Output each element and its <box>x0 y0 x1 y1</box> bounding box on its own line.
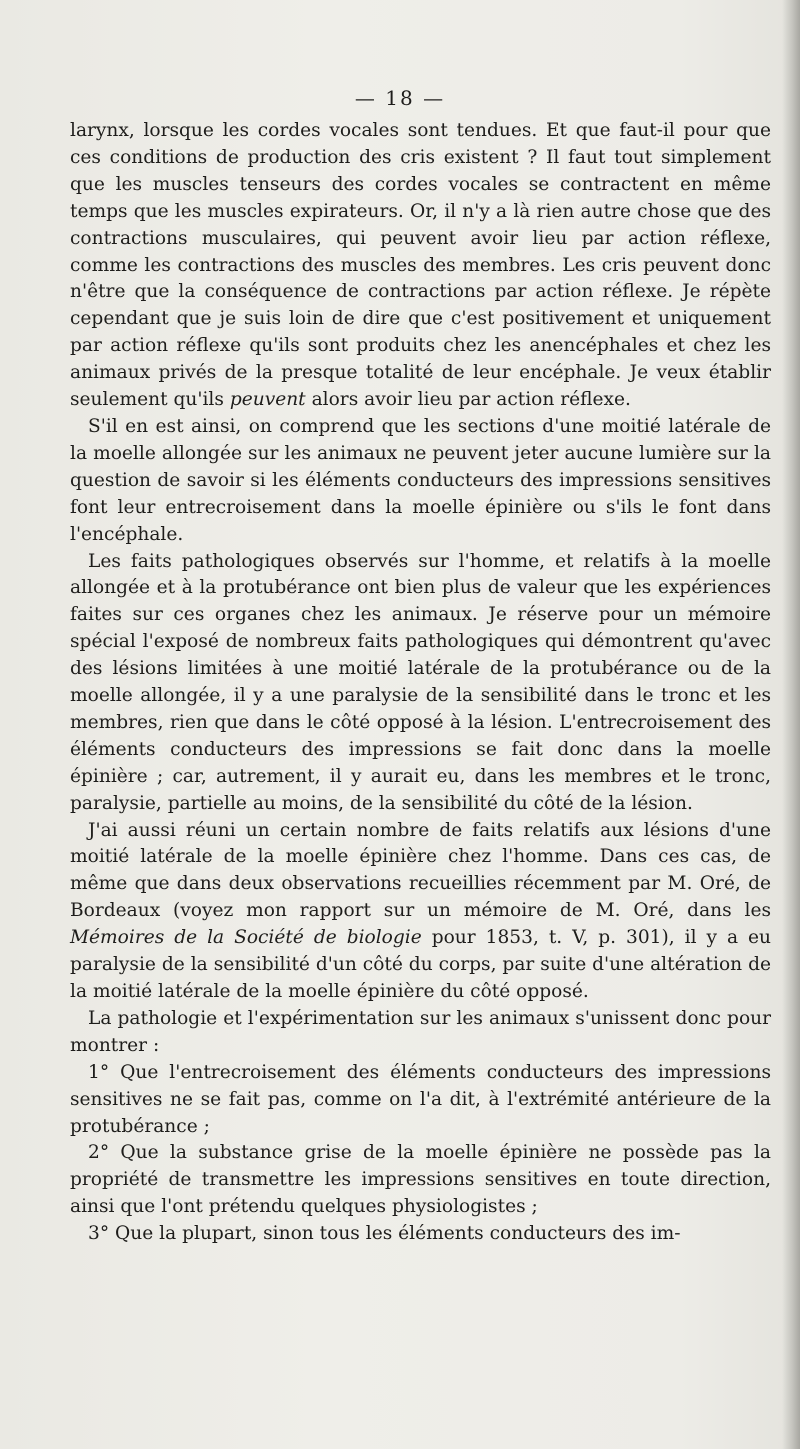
paragraph-3: Les faits pathologiques observés sur l'homme, et relatifs à la moelle allongée et à la protubérance ont bien plus de valeur que les expériences faites sur ces organes chez les animaux. Je réserve pour un mémoire spécial l'exposé de nombreux faits pathologiques qui démontrent qu'avec des lésions limitées à une moitié latérale de la protubérance ou de la moelle allongée, il y a une paralysie de la sensibilité dans le tronc et les membres, rien que dans le côté opposé à la lésion. L'entrecroisement des éléments conducteurs des impressions se fait donc dans la moelle épinière ; car, autrement, il y aurait eu, dans les membres et le tronc, paralysie, partielle au moins, de la sensibilité du côté de la lésion. <box>70 550 771 814</box>
page-edge-shadow <box>782 0 800 1449</box>
paragraph-2: S'il en est ainsi, on comprend que les sections d'une moitié latérale de la moelle allongée sur les animaux ne peuvent jeter aucune lumière sur la question de savoir si les éléments conducteurs des impressions sensitives font leur entrecroisement dans la moelle épinière ou s'ils le font dans l'encéphale. <box>70 415 771 545</box>
paragraph-1-text: larynx, lorsque les cordes vocales sont tendues. Et que faut-il pour que ces conditions de production des cris existent ? Il faut tout simplement que les muscles tenseurs des cordes vocales se contractent en même temps que les muscles expirateurs. Or, il n'y a là rien autre chose que des contractions musculaires, qui peuvent avoir lieu par action réflexe, comme les contractions des muscles des membres. Les cris peuvent donc n'être que la conséquence de contractions par action réflexe. Je répète cependant que je suis loin de dire que c'est positivement et uniquement par action réflexe qu'ils sont produits chez les anencéphales et chez les animaux privés de la presque totalité de leur encéphale. Je veux établir seulement qu'ils <box>70 120 771 411</box>
paragraph-4-text: J'ai aussi réuni un certain nombre de faits relatifs aux lésions d'une moitié latérale de la moelle épinière chez l'homme. Dans ces cas, de même que dans deux observations recueillies récemment par M. Oré, de Bordeaux (voyez mon rapport sur un mémoire de M. Oré, dans les <box>70 819 771 922</box>
list-item-3: 3° Que la plupart, sinon tous les éléments conducteurs des im- <box>88 1223 681 1245</box>
paragraph-4-end: pour 1853, t. V, p. 301), il y a eu paralysie de la sensibilité d'un côté du corps, par suite d'une altération de la moitié latérale de la moelle épinière du côté opposé. <box>70 927 771 1002</box>
list-item-2: 2° Que la substance grise de la moelle épinière ne possède pas la propriété de transmettre les impressions sensitives en toute direction, ainsi que l'ont prétendu quelques physiologistes ; <box>70 1142 771 1218</box>
page-number: — 18 — <box>354 86 446 110</box>
paragraph-1 <box>70 118 771 414</box>
paragraph-5: La pathologie et l'expérimentation sur les animaux s'unissent donc pour montrer : <box>70 1007 771 1056</box>
paragraph-4-emphasis: Mémoires de la Société de biologie <box>70 927 422 949</box>
body-text <box>70 118 771 1248</box>
paragraph-1-emphasis: peuvent <box>229 389 306 411</box>
list-item-1: 1° Que l'entrecroisement des éléments conducteurs des impressions sensitives ne se fait pas, comme on l'a dit, à l'extrémité antérieure de la protubérance ; <box>70 1061 771 1137</box>
paragraph-1-end: alors avoir lieu par action réflexe. <box>311 389 631 411</box>
paragraph-4 <box>70 818 771 1006</box>
